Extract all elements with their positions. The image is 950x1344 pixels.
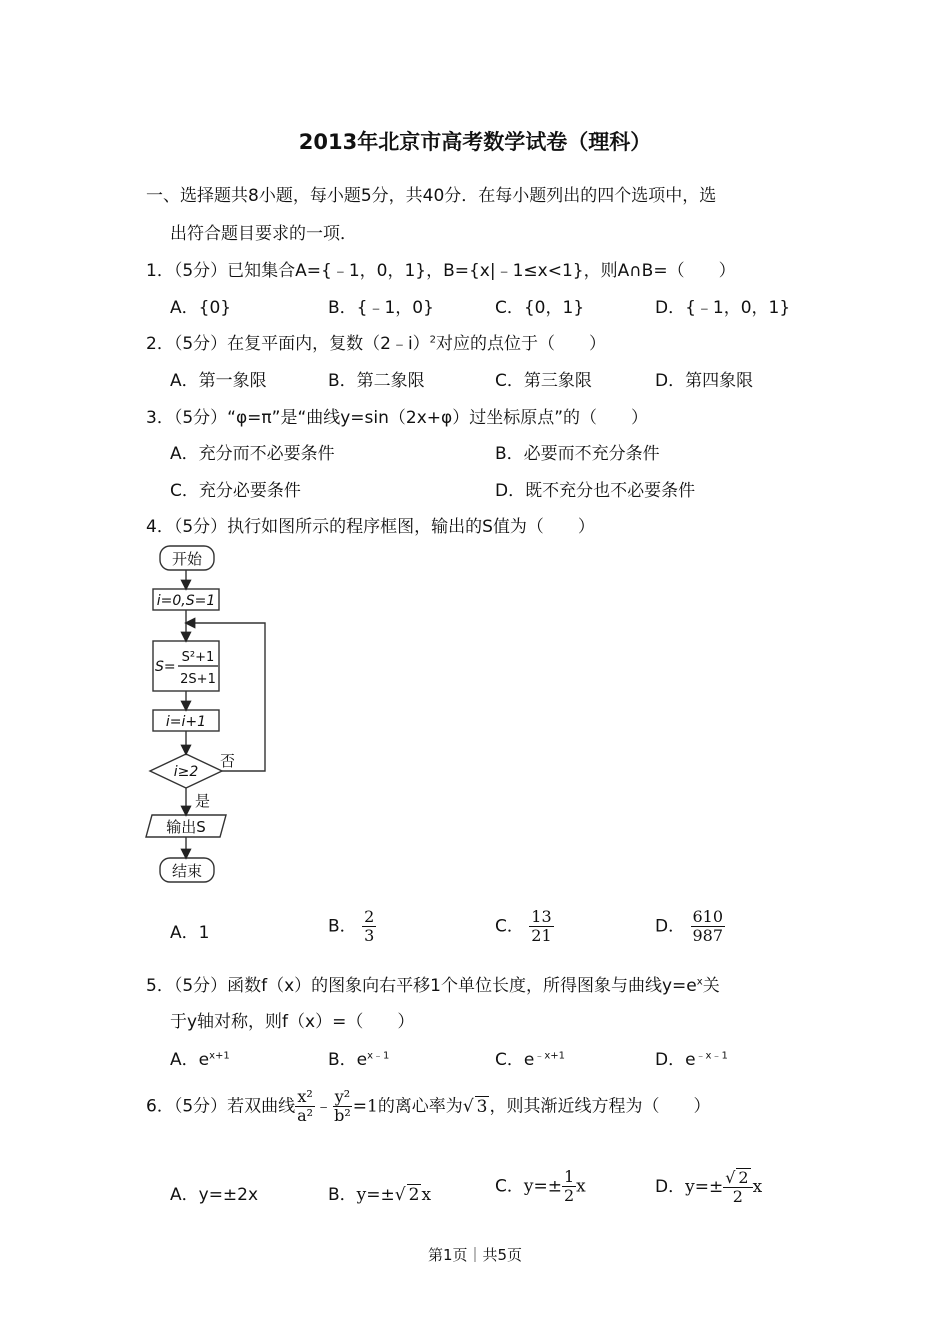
q1-option-c: C．{0，1}: [495, 298, 585, 318]
q3-stem: 3．（5分）“φ=π”是“曲线y=sin（2x+φ）过坐标原点”的（ ）: [146, 408, 649, 428]
q6-f1-num: x²: [297, 1087, 313, 1106]
q6-d-pre: y=±: [685, 1177, 724, 1197]
q6-frac-x: [295, 1088, 315, 1125]
flow-end-label: 结束: [171, 862, 203, 880]
q6-stem: [146, 1088, 710, 1125]
q4-option-d-fraction: [691, 908, 726, 945]
q4-option-b-fraction: [362, 908, 376, 945]
flow-yes-label: 是: [195, 792, 211, 810]
q5-line1-pre: 5．（5分）函数f（x）的图象向右平移1个单位长度，所得图象与曲线y=e: [146, 976, 697, 996]
q6-c-label: C．: [495, 1176, 524, 1197]
q5-stem-line2: 于y轴对称，则f（x）=（ ）: [170, 1012, 415, 1032]
q5-d-sup: ﹣x﹣1: [695, 1050, 728, 1062]
q2-stem: [146, 329, 606, 354]
q5-a-label: A．e: [170, 1050, 210, 1070]
q1-stem: 1．（5分）已知集合A={﹣1，0，1}，B={x|﹣1≤x<1}，则A∩B=（ ）: [146, 261, 736, 281]
q2-stem-pre: 2．（5分）在复平面内，复数（2﹣i）: [146, 334, 430, 354]
q6-d-num-rad: 2: [738, 1168, 749, 1187]
q4-stem: 4．（5分）执行如图所示的程序框图，输出的S值为（ ）: [146, 517, 595, 537]
q2-option-d: D．第四象限: [655, 371, 754, 391]
q6-b-rad: 2: [408, 1185, 420, 1205]
q6-option-a: A．y=±2x: [170, 1185, 259, 1205]
q4-c-den: 21: [531, 926, 552, 945]
q2-option-a: A．第一象限: [170, 371, 267, 391]
q4-option-b-label: B．: [328, 916, 357, 937]
q5-line1-sup: x: [696, 976, 703, 988]
q6-d-label: D．: [655, 1177, 686, 1197]
q6-stem-pre: 6．（5分）若双曲线: [146, 1096, 296, 1117]
flow-init-label: i=0,S=1: [156, 593, 216, 609]
q6-d-post: x: [752, 1177, 763, 1197]
flow-assign-lhs: S=: [155, 659, 176, 675]
flow-loop-arrow: [187, 623, 265, 771]
q6-d-den: 2: [732, 1187, 743, 1206]
q5-d-label: D．e: [655, 1050, 696, 1070]
q5-c-label: C．e: [495, 1050, 535, 1070]
q5-option-b: [328, 1045, 389, 1070]
q6-stem-post: ，则其渐近线方程为（ ）: [489, 1096, 711, 1117]
q6-b-post: x: [421, 1185, 432, 1205]
q6-option-d: [655, 1168, 762, 1206]
sqrt-icon: √: [394, 1185, 406, 1205]
page-title: 2013年北京市高考数学试卷（理科）: [298, 130, 652, 154]
q6-f2-den: b²: [334, 1106, 351, 1125]
q4-option-c-fraction: [529, 908, 553, 945]
q5-c-sup: ﹣x+1: [534, 1050, 566, 1062]
q5-stem-line1: [146, 971, 720, 996]
q4-c-num: 13: [531, 907, 552, 926]
q6-minus: ﹣: [315, 1096, 333, 1117]
q5-b-sup: x﹣1: [367, 1050, 390, 1062]
q3-option-c: C．充分必要条件: [170, 481, 301, 501]
q1-option-d: D．{﹣1，0，1}: [655, 298, 791, 318]
q3-option-b: B．必要而不充分条件: [495, 444, 660, 464]
q5-line1-post: 关: [702, 976, 720, 996]
q6-c-pre: y=±: [523, 1176, 562, 1197]
q4-option-c-label: C．: [495, 916, 524, 937]
q4-d-num: 610: [692, 907, 724, 926]
q6-c-post: x: [576, 1176, 586, 1197]
q2-stem-post: 对应的点位于（ ）: [436, 334, 607, 354]
flow-assign-den: 2S+1: [180, 672, 216, 687]
q6-eq: =1: [352, 1096, 378, 1117]
q1-option-a: A．{0}: [170, 298, 232, 318]
q4-option-a: A．1: [170, 923, 210, 943]
q6-stem-mid: 的离心率为: [377, 1096, 463, 1117]
q6-f1-den: a²: [297, 1106, 314, 1125]
flow-no-label: 否: [220, 752, 236, 770]
q6-sqrt-val: 3: [476, 1096, 488, 1117]
q6-c-num: 1: [563, 1167, 575, 1186]
q2-option-c: C．第三象限: [495, 371, 592, 391]
q6-option-c: [495, 1168, 586, 1205]
flow-assign-num: S²+1: [181, 650, 215, 665]
q6-c-fraction: [562, 1168, 576, 1205]
q4-option-d: [655, 908, 725, 945]
q4-d-den: 987: [692, 926, 724, 945]
sqrt-icon: √: [725, 1168, 736, 1187]
sqrt-icon: √: [462, 1096, 474, 1117]
q2-stem-sup: 2: [429, 334, 437, 346]
q6-f2-num: y²: [334, 1087, 351, 1106]
q5-option-d: [655, 1045, 728, 1070]
q3-option-d: D．既不充分也不必要条件: [495, 481, 696, 501]
flow-start-label: 开始: [171, 550, 203, 568]
flow-cond-label: i≥2: [173, 764, 199, 780]
q4-option-d-label: D．: [655, 916, 686, 937]
q5-option-a: [170, 1045, 230, 1070]
q1-option-b: B．{﹣1，0}: [328, 298, 434, 318]
flow-output-label: 输出S: [166, 818, 206, 836]
q4-option-b: [328, 908, 376, 945]
q6-option-b: [328, 1180, 431, 1205]
q6-b-pre: y=±: [356, 1185, 395, 1205]
q5-a-sup: x+1: [209, 1050, 230, 1062]
q6-d-fraction: [723, 1168, 752, 1206]
q3-option-a: A．充分而不必要条件: [170, 444, 335, 464]
flow-incr-label: i=i+1: [165, 714, 207, 730]
section-heading-line1: 一、选择题共8小题，每小题5分，共40分．在每小题列出的四个选项中，选: [146, 186, 717, 206]
q5-b-label: B．e: [328, 1050, 368, 1070]
q5-option-c: [495, 1045, 565, 1070]
flowchart: [140, 540, 280, 890]
q6-frac-y: [332, 1088, 353, 1125]
q4-option-c: [495, 908, 554, 945]
q6-b-label: B．: [328, 1185, 357, 1205]
q4-b-num: 2: [364, 907, 375, 926]
q6-c-den: 2: [563, 1186, 575, 1205]
section-heading-line2: 出符合题目要求的一项．: [170, 224, 357, 244]
q4-b-den: 3: [364, 926, 375, 945]
q6-d-num: [723, 1168, 752, 1188]
page-footer: 第1页｜共5页: [427, 1246, 523, 1264]
q2-option-b: B．第二象限: [328, 371, 425, 391]
